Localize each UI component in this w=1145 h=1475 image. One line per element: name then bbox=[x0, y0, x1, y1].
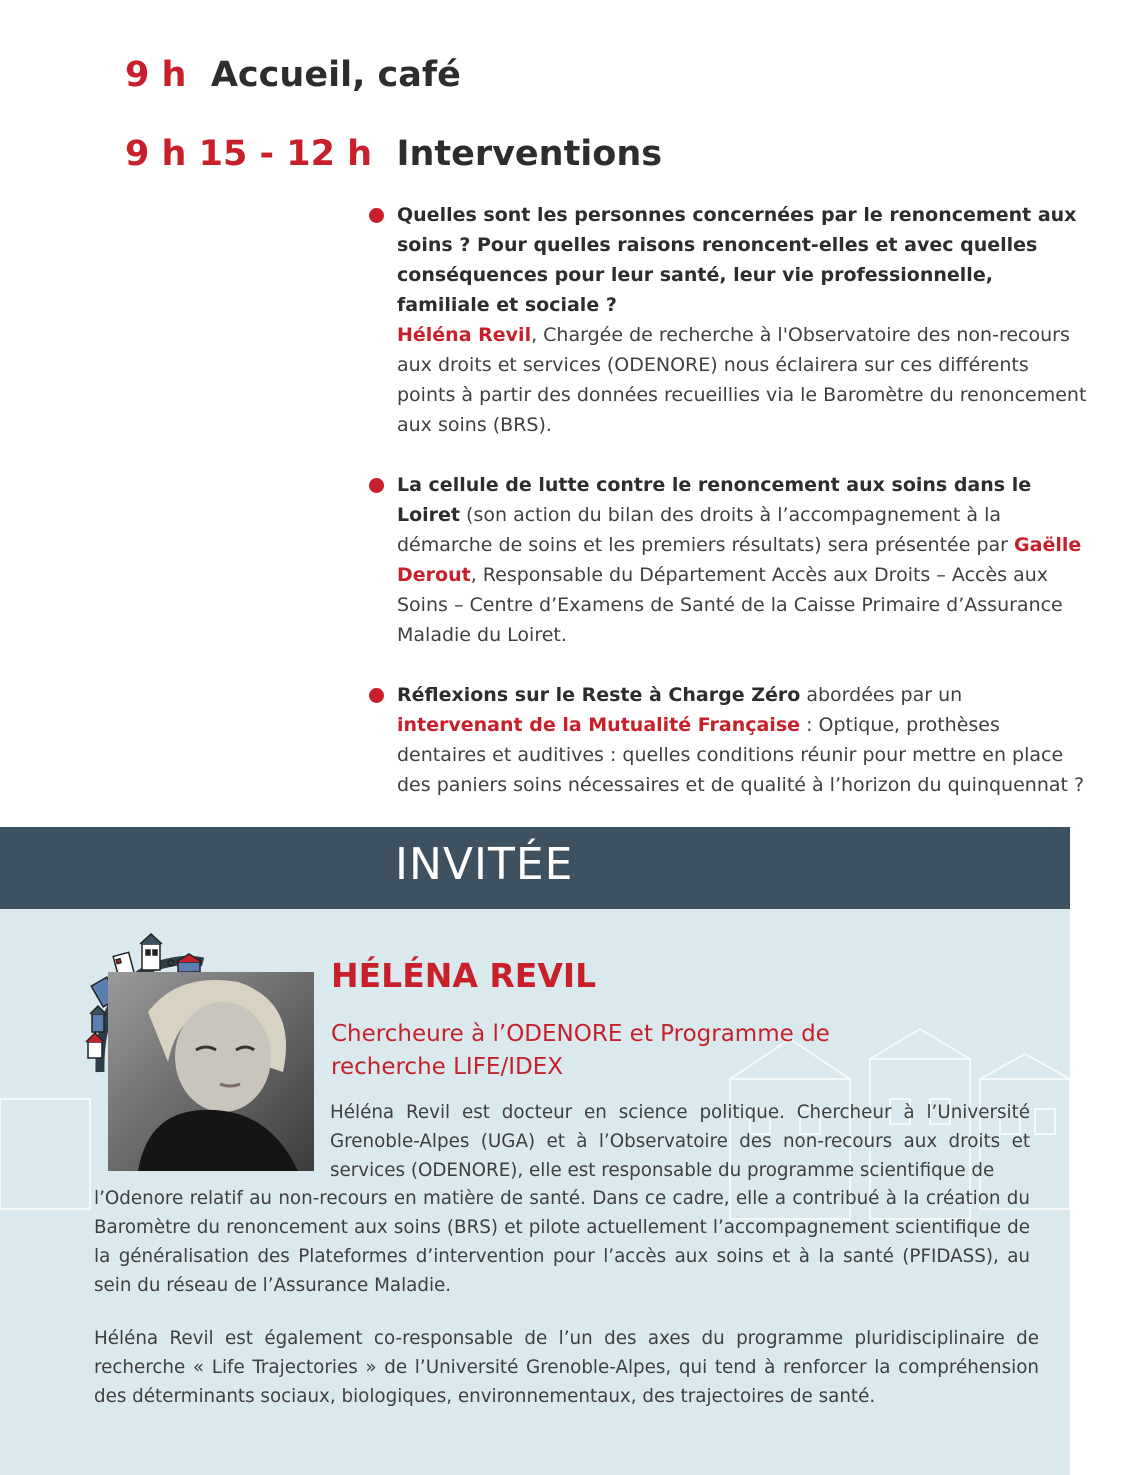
guest-bio-continued: l’Odenore relatif au non-recours en matière de santé. Dans ce cadre, elle a contribué à la création du Baromètre du renoncement aux soins (BRS) et pilote actuellement l’accompagnement scientifique de la généralisation des Plateformes d’intervention pour l’accès aux soins et à la santé (PFIDASS), au sein du réseau de l’Assurance Maladie. bbox=[94, 1188, 1030, 1296]
schedule-talks bbox=[125, 133, 662, 175]
talk-text: : Optique, prothèses dentaires et auditives : quelles conditions réunir pour mettre en place des paniers soins nécessaires et de qualité à l’horizon du quinquennat ? bbox=[397, 714, 1085, 796]
bullet-icon bbox=[369, 688, 384, 703]
talk-speaker: Héléna Revil bbox=[397, 324, 532, 346]
schedule-time: 9 h 15 - 12 h bbox=[125, 134, 373, 174]
talk-title: Réflexions sur le Reste à Charge Zéro bbox=[397, 684, 801, 706]
guest-bio-second-paragraph: Héléna Revil est également co-responsable de l’un des axes du programme pluridisciplinaire de recherche « Life Trajectories » de l’Université Grenoble-Alpes, qui tend à renforcer la compréhension des déterminants sociaux, biologiques, environnementaux, des trajectoires de santé. bbox=[94, 1328, 1039, 1407]
talk-title: La cellule de lutte contre le renoncement aux soins dans le Loiret bbox=[397, 474, 1032, 526]
schedule-time: 9 h bbox=[125, 55, 187, 95]
guest-name: HÉLÉNA REVIL bbox=[331, 956, 597, 995]
talk-item bbox=[368, 470, 1090, 650]
bullet-icon bbox=[369, 478, 384, 493]
schedule-label: Interventions bbox=[396, 134, 663, 174]
talk-text: (son action du bilan des droits à l’accompagnement à la démarche de soins et les premiers résultats) sera présentée par bbox=[397, 504, 1015, 556]
guest-role: Chercheure à l’ODENORE et Programme de recherche LIFE/IDEX bbox=[331, 1021, 830, 1080]
talk-title: Quelles sont les personnes concernées par le renoncement aux soins ? Pour quelles raisons renoncent-elles et avec quelles conséquences pour leur santé, leur vie professionnelle, familiale et sociale ? bbox=[397, 204, 1077, 316]
guest-banner bbox=[0, 827, 1070, 909]
talk-list bbox=[368, 200, 1090, 830]
talk-text: abordées par un bbox=[800, 684, 963, 706]
portrait-image bbox=[108, 972, 314, 1171]
talk-item bbox=[368, 200, 1090, 440]
talk-speaker: intervenant de la Mutualité Française bbox=[397, 714, 801, 736]
guest-photo bbox=[108, 972, 314, 1171]
talk-text: , Responsable du Département Accès aux Droits – Accès aux Soins – Centre d’Examens de Santé de la Caisse Primaire d’Assurance Maladie du Loiret. bbox=[397, 564, 1063, 646]
bullet-icon bbox=[369, 208, 384, 223]
guest-bio: Héléna Revil est docteur en science politique. Chercheur à l’Université Grenoble-Alpes (UGA) et à l’Observatoire des non-recours aux droits et services (ODENORE), elle est responsable du programme scientifique de bbox=[330, 1102, 1030, 1181]
banner-title: INVITÉE bbox=[395, 839, 574, 890]
talk-text: , Chargée de recherche à l'Observatoire des non-recours aux droits et services (ODENORE) nous éclairera sur ces différents points à partir des données recueillies via le Baromètre du renoncement aux soins (BRS). bbox=[397, 324, 1087, 436]
schedule-label: Accueil, café bbox=[210, 55, 461, 95]
talk-speaker: Gaëlle Derout bbox=[397, 534, 1082, 586]
talk-item bbox=[368, 680, 1090, 800]
schedule-welcome bbox=[125, 54, 461, 96]
